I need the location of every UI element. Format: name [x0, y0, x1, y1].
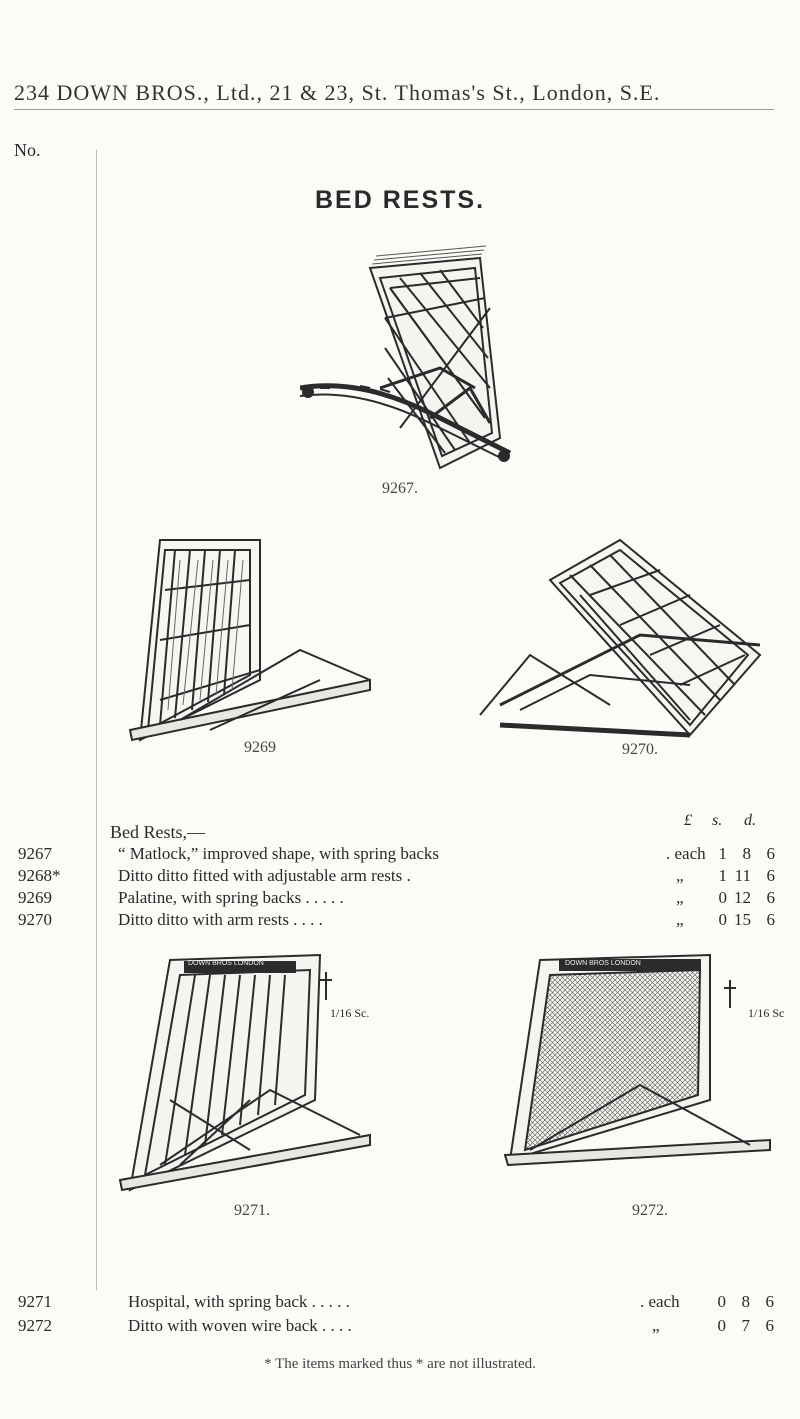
column-divider: [96, 150, 97, 1290]
item-unit: „: [652, 1316, 660, 1335]
page-header: [14, 80, 774, 110]
figure-9270-illustration: [460, 535, 780, 745]
price-shillings: 15: [734, 910, 751, 929]
figure-caption-9270: 9270.: [622, 741, 658, 758]
price-pounds: 0: [718, 888, 727, 907]
price-pounds: 0: [717, 1316, 726, 1335]
price-pence: 6: [766, 888, 775, 907]
item-number: 9270: [18, 910, 52, 929]
item-description: Ditto with woven wire back . . . .: [128, 1316, 352, 1335]
figure-9272-illustration: [500, 950, 790, 1200]
figure-9271-scale: 1/16 Sc.: [330, 1006, 370, 1020]
item-price: [703, 866, 800, 886]
figure-caption-9271: 9271.: [234, 1202, 270, 1219]
item-description: Palatine, with spring backs . . . . .: [118, 888, 344, 907]
price-pounds: 0: [717, 1292, 726, 1311]
figure-caption-9267: 9267.: [382, 480, 418, 497]
item-price: [703, 844, 800, 864]
price-pounds: 0: [718, 910, 727, 929]
price-pence: 6: [765, 1292, 774, 1311]
item-price: [702, 1316, 800, 1336]
item-unit: „: [676, 910, 684, 929]
item-price: [703, 910, 800, 930]
price-shillings: 8: [741, 1292, 750, 1311]
item-description: “ Matlock,” improved shape, with spring backs: [118, 844, 440, 863]
item-description: Ditto ditto with arm rests . . . .: [118, 910, 323, 929]
price-pounds: 1: [718, 866, 727, 885]
price-shillings: 7: [741, 1316, 750, 1335]
figure-caption-9272: 9272.: [632, 1202, 668, 1219]
price-pounds: 1: [718, 844, 727, 863]
figure-9267-illustration: [300, 238, 520, 478]
item-price: [703, 888, 800, 908]
item-number: 9267: [18, 844, 52, 863]
figure-9269-illustration: [120, 530, 380, 750]
price-shillings: 11: [734, 866, 751, 885]
price-shillings: 12: [734, 888, 751, 907]
price-pence: 6: [766, 844, 775, 863]
item-number: 9272: [18, 1316, 52, 1335]
item-price: [702, 1292, 800, 1312]
item-description: Hospital, with spring back . . . . .: [128, 1292, 350, 1311]
figure-9271-illustration: [110, 950, 380, 1200]
item-number: 9271: [18, 1292, 52, 1311]
footnote: * The items marked thus * are not illustrated.: [264, 1356, 536, 1372]
figure-caption-9269: 9269: [244, 739, 276, 756]
figure-9271-maker-plate: DOWN BROS LONDON: [188, 960, 264, 967]
shillings-column-label: s.: [712, 812, 723, 829]
page-title: BED RESTS.: [314, 186, 486, 214]
number-column-label: No.: [14, 140, 41, 160]
item-unit: „: [676, 888, 684, 907]
pounds-column-label: £: [684, 812, 692, 829]
price-shillings: 8: [742, 844, 751, 863]
page-number: 234: [14, 80, 50, 105]
pence-column-label: d.: [744, 812, 756, 829]
figure-9272-scale: 1/16 Sc: [748, 1006, 785, 1020]
price-pence: 6: [766, 910, 775, 929]
item-unit: . each: [640, 1292, 680, 1311]
price-pence: 6: [766, 866, 775, 885]
item-description: Ditto ditto fitted with adjustable arm rests .: [118, 866, 411, 885]
item-unit: . each: [666, 844, 706, 863]
figure-9272-maker-plate: DOWN BROS LONDON: [565, 960, 641, 967]
group-label-bed-rests: Bed Rests,—: [110, 822, 206, 842]
company-name: DOWN BROS., Ltd., 21 & 23, St. Thomas's St., London, S.E.: [56, 80, 661, 105]
price-pence: 6: [765, 1316, 774, 1335]
item-number: 9269: [18, 888, 52, 907]
item-unit: „: [676, 866, 684, 885]
item-number: 9268*: [18, 866, 61, 885]
